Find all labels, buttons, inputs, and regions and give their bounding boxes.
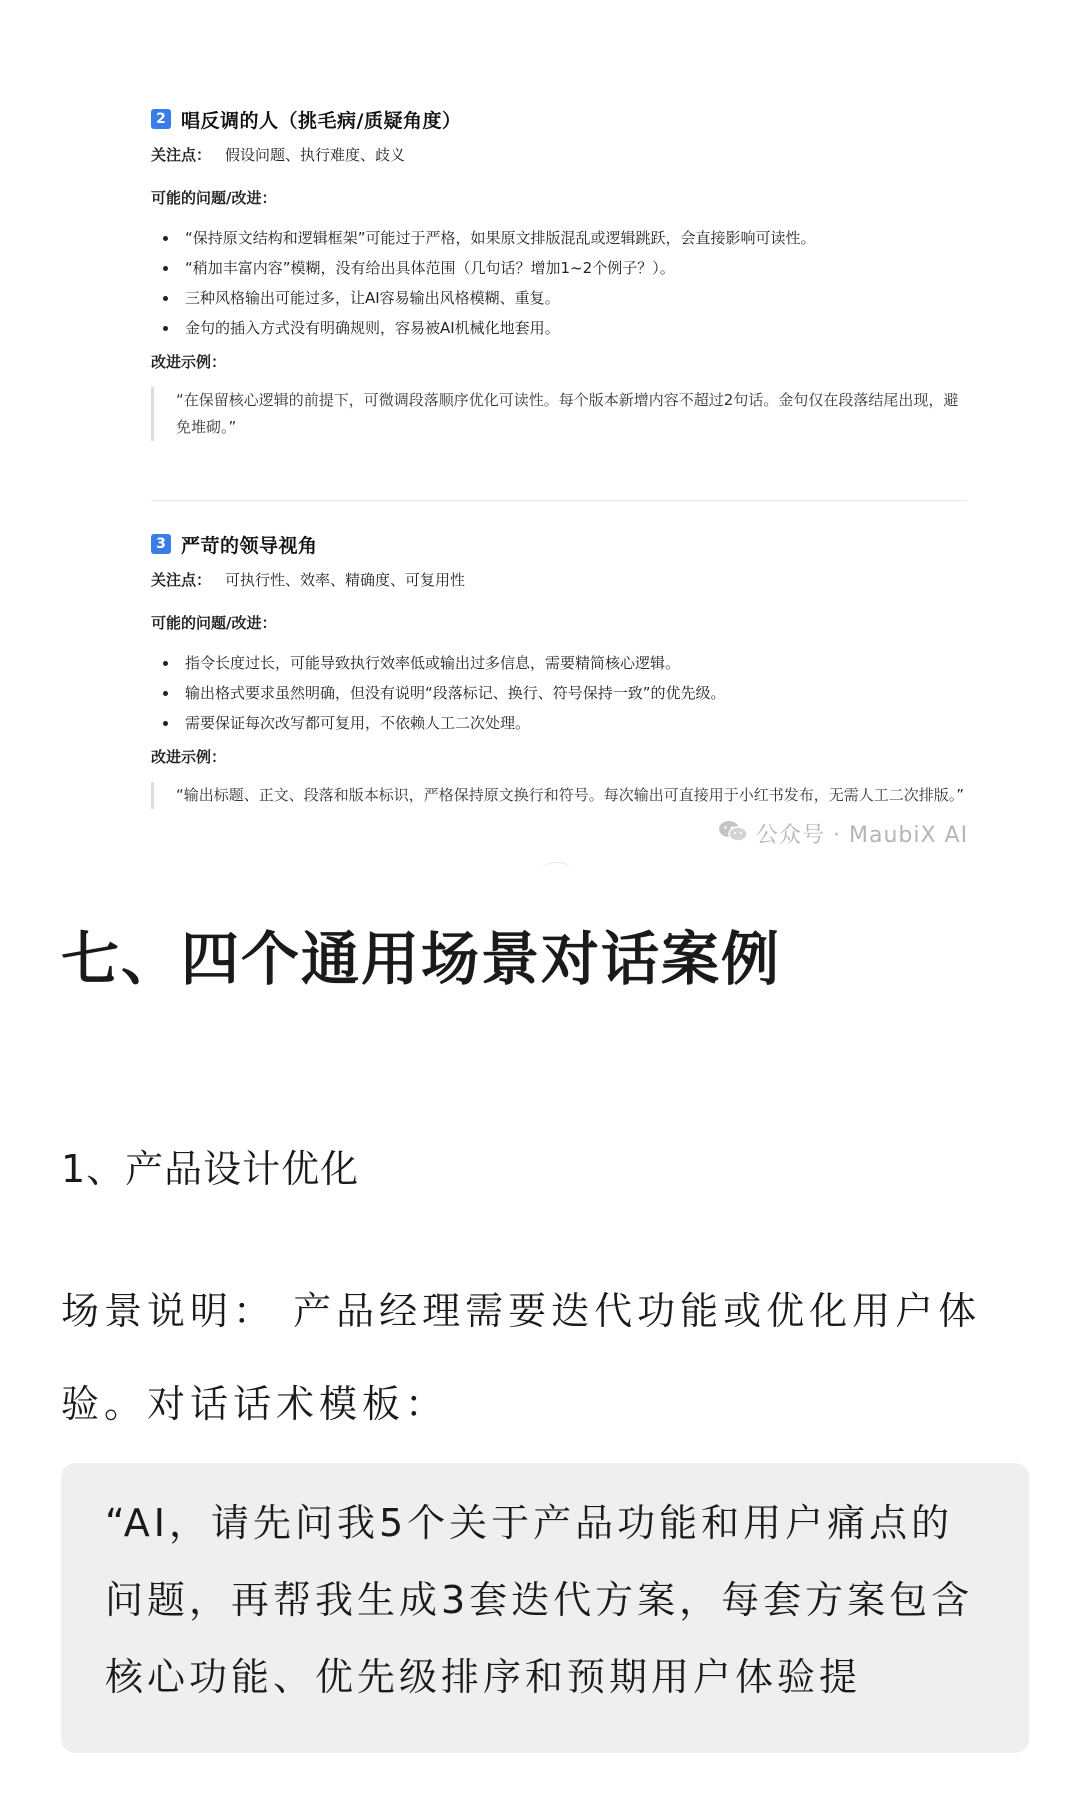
example-quote: “输出标题、正文、段落和版本标识，严格保持原文换行和符号。每次输出可直接用于小红书发布，无需人工二次排版。”: [151, 782, 966, 809]
list-item: 输出格式要求虽然明确，但没有说明“段落标记、换行、符号保持一致”的优先级。: [151, 678, 967, 708]
section-title: 唱反调的人（挑毛病/质疑角度）: [181, 109, 462, 132]
prompt-template-box: [61, 1463, 1029, 1753]
case-subheading: 1、产品设计优化: [61, 1147, 360, 1191]
focus-value: 可执行性、效率、精确度、可复用性: [225, 571, 466, 589]
issues-label: 可能的问题/改进：: [151, 189, 277, 207]
focus-label: 关注点：: [151, 146, 212, 164]
issues-list: [151, 223, 967, 343]
example-quote: “在保留核心逻辑的前提下，可微调段落顺序优化可读性。每个版本新增内容不超过2句话。金句仅在段落结尾出现，避免堆砌。”: [151, 387, 966, 441]
list-item: 金句的插入方式没有明确规则，容易被AI机械化地套用。: [151, 313, 967, 343]
example-label: 改进示例：: [151, 353, 227, 371]
focus-value: 假设问题、执行难度、歧义: [225, 146, 406, 164]
section-devils-advocate: [151, 104, 967, 441]
list-item: 三种风格输出可能过多，让AI容易输出风格模糊、重复。: [151, 283, 967, 313]
focus-row: [151, 569, 967, 591]
scroll-indicator: [542, 862, 572, 879]
example-label: 改进示例：: [151, 748, 227, 766]
issues-label: 可能的问题/改进：: [151, 614, 277, 632]
section-title: 严苛的领导视角: [181, 534, 318, 557]
section-strict-leader: [151, 529, 967, 809]
list-item: “稍加丰富内容”模糊，没有给出具体范围（几句话？增加1~2个例子？）。: [151, 253, 967, 283]
embedded-screenshot: [0, 0, 1080, 880]
focus-label: 关注点：: [151, 571, 212, 589]
scene-description: 场景说明： 产品经理需要迭代功能或优化用户体验。对话话术模板：: [61, 1289, 982, 1426]
issues-list: [151, 648, 967, 738]
section-title-row: [151, 104, 967, 134]
section-heading: 七、四个通用场景对话案例: [61, 925, 782, 993]
list-item: 指令长度过长，可能导致执行效率低或输出过多信息，需要精简核心逻辑。: [151, 648, 967, 678]
focus-row: [151, 144, 967, 166]
prompt-template-text: “AI，请先问我5个关于产品功能和用户痛点的问题，再帮我生成3套迭代方案，每套方案包含核心功能、优先级排序和预期用户体验提: [105, 1501, 974, 1699]
watermark: [718, 818, 968, 849]
number-badge: 3: [151, 534, 171, 554]
section-title-row: [151, 529, 967, 559]
wechat-icon: [718, 819, 748, 849]
watermark-text: 公众号 · MaubiX AI: [756, 823, 969, 848]
list-item: “保持原文结构和逻辑框架”可能过于严格，如果原文排版混乱或逻辑跳跃，会直接影响可读性。: [151, 223, 967, 253]
list-item: 需要保证每次改写都可复用，不依赖人工二次处理。: [151, 708, 967, 738]
section-divider: [151, 500, 967, 501]
number-badge: 2: [151, 109, 171, 129]
